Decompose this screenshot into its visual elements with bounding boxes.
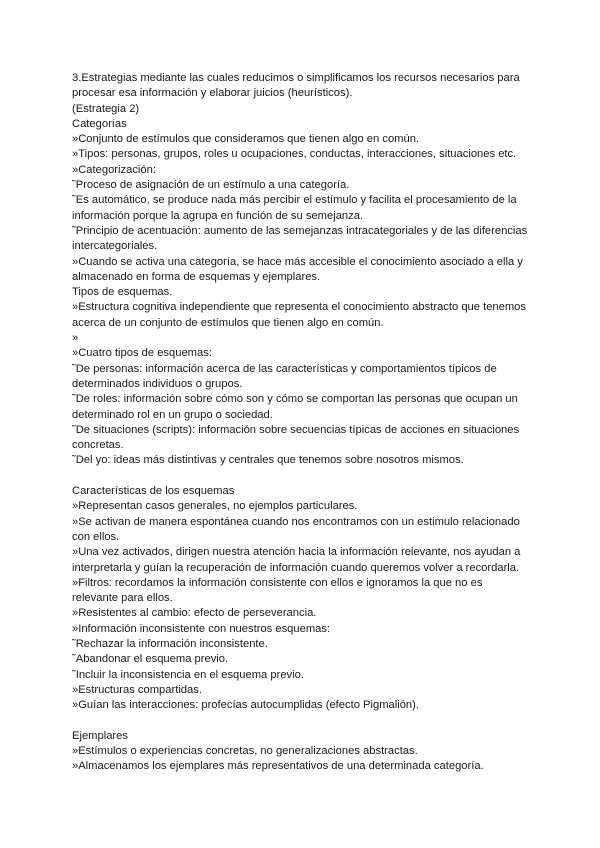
caracteristicas-line: »Información inconsistente con nuestros esquemas: [72, 622, 331, 635]
esquemas-line: » [72, 332, 79, 345]
categorias-line: ˜Proceso de asignación de un estímulo a una categoría. [72, 179, 350, 192]
esquemas-line: »Cuatro tipos de esquemas: [72, 347, 212, 360]
esquemas-line: acerca de un conjunto de estímulos que tienen algo en común. [72, 316, 384, 329]
categorias-line: ˜Principio de acentuación: aumento de las semejanzas intracategoriales y de las diferencias [72, 224, 528, 237]
categorias-line: ˜Es automático, se produce nada más percibir el estímulo y facilita el procesamiento de la [72, 194, 517, 207]
caracteristicas-line: ˜Rechazar la información inconsistente. [72, 637, 268, 650]
ejemplares-heading: Ejemplares [72, 729, 128, 742]
categorias-line: »Tipos: personas, grupos, roles u ocupaciones, conductas, interacciones, situaciones etc. [72, 148, 517, 161]
ejemplares-line: »Estímulos o experiencias concretas, no generalizaciones abstractas. [72, 745, 418, 758]
categorias-heading: Categorías [72, 117, 127, 130]
intro-line-2: procesar esa información y elaborar juicios (heurísticos). [72, 87, 353, 100]
esquemas-line: determinados individuos o grupos. [72, 377, 243, 390]
categorias-line: »Cuando se activa una categoría, se hace más accesible el conocimiento asociado a ella y [72, 255, 523, 268]
caracteristicas-line: »Se activan de manera espontánea cuando nos encontramos con un estimulo relacionado [72, 515, 520, 528]
esquemas-line: ˜Del yo: ideas más distintivas y centrales que tenemos sobre nosotros mismos. [72, 454, 464, 467]
caracteristicas-line: relevante para ellos. [72, 592, 173, 605]
caracteristicas-line: »Resistentes al cambio: efecto de perseverancia. [72, 607, 317, 620]
categorias-line: »Conjunto de estímulos que consideramos que tienen algo en común. [72, 133, 420, 146]
section-spacer [72, 713, 542, 728]
caracteristicas-line: »Filtros: recordamos la información consistente con ellos e ignoramos la que no es [72, 576, 483, 589]
esquemas-line: ˜De roles: información sobre cómo son y cómo se comportan las personas que ocupan un [72, 393, 518, 406]
strategy-label: (Estrategia 2) [72, 102, 140, 115]
caracteristicas-heading: Características de los esquemas [72, 485, 235, 498]
caracteristicas-line: ˜Incluir la inconsistencia en el esquema previo. [72, 668, 304, 681]
caracteristicas-line: interpretarla y guían la recuperación de información cuando queremos volver a recordarla. [72, 561, 520, 574]
esquemas-line: »Estructura cognitiva independiente que representa el conocimiento abstracto que tenemos [72, 301, 527, 314]
section-spacer [72, 469, 542, 484]
caracteristicas-line: ˜Abandonar el esquema previo. [72, 653, 229, 666]
categorias-line: almacenado en forma de esquemas y ejemplares. [72, 270, 321, 283]
caracteristicas-line: con ellos. [72, 530, 120, 543]
esquemas-line: determinado rol en un grupo o sociedad. [72, 408, 273, 421]
intro-line-1: 3.Estrategias mediante las cuales reducimos o simplificamos los recursos necesarios para [72, 72, 520, 84]
caracteristicas-line: »Representan casos generales, no ejemplos particulares. [72, 500, 358, 513]
esquemas-line: ˜De situaciones (scripts): información sobre secuencias típicas de acciones en situaciones [72, 423, 520, 436]
caracteristicas-line: »Guían las interacciones: profecías autocumplidas (efecto Pigmalión). [72, 699, 419, 712]
categorias-line: información porque la agrupa en función de su semejanza. [72, 209, 364, 222]
ejemplares-line: »Almacenamos los ejemplares más representativos de una determinada categoría. [72, 760, 484, 773]
caracteristicas-line: »Estructuras compartidas. [72, 683, 202, 696]
caracteristicas-line: »Una vez activados, dirigen nuestra atención hacia la información relevante, nos ayudan a [72, 546, 521, 559]
esquemas-heading: Tipos de esquemas. [72, 286, 173, 299]
esquemas-line: concretas. [72, 439, 124, 452]
categorias-line: intercategoriales. [72, 240, 158, 253]
categorias-line: »Categorización: [72, 163, 156, 176]
esquemas-line: ˜De personas: información acerca de las características y comportamientos típicos de [72, 362, 497, 375]
document-page [72, 71, 542, 775]
